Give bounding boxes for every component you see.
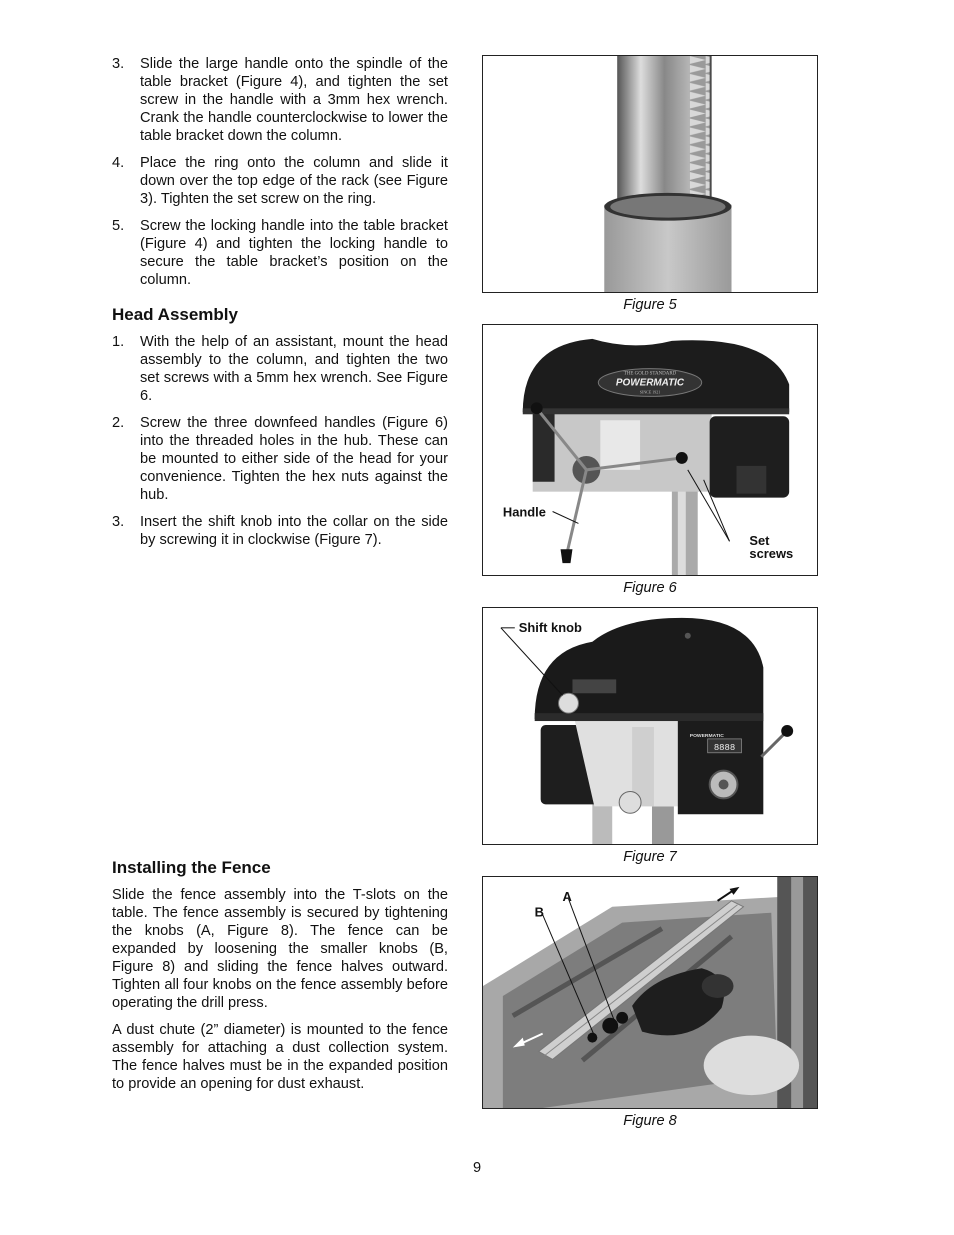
steps-top-list bbox=[112, 55, 448, 289]
step-text: Slide the large handle onto the spindle of the table bracket (Figure 4), and tighten the set screw in the handle with a 3mm hex wrench. Crank the handle counterclockwise to lower the table bracket down the column. bbox=[140, 56, 448, 144]
step-number: 2. bbox=[112, 415, 125, 431]
brand-since: SINCE 1921 bbox=[639, 389, 661, 395]
fence-paragraph-1: Slide the fence assembly into the T-slots on the table. The fence assembly is secured by tightening the knobs (A, Figure 8). The fence can be expanded by loosening the smaller knobs (B, Figure 8) and sliding the fence halves outward. Tighten all four knobs on the fence assembly before operating the drill press. bbox=[112, 887, 448, 1011]
panel-brand: POWERMATIC bbox=[689, 733, 724, 739]
fence-section bbox=[112, 858, 448, 1102]
step-number: 5. bbox=[112, 218, 125, 234]
step-item bbox=[112, 414, 448, 504]
head-assembly-steps bbox=[112, 333, 448, 549]
step-text: Screw the locking handle into the table bracket (Figure 4) and tighten the locking handle to secure the table bracket’s position on the column. bbox=[140, 218, 448, 288]
head-assembly-heading: Head Assembly bbox=[112, 305, 238, 324]
page-number: 9 bbox=[472, 1160, 482, 1176]
label-set: Set bbox=[749, 533, 770, 549]
left-column bbox=[112, 55, 448, 558]
figure-8-caption: Figure 8 bbox=[623, 1113, 677, 1129]
fence-heading: Installing the Fence bbox=[112, 858, 271, 877]
fence-paragraph-2: A dust chute (2” diameter) is mounted to the fence assembly for attaching a dust collection system. The fence halves must be in the expanded position to provide an opening for dust exhaust. bbox=[112, 1022, 448, 1092]
figure-6-image bbox=[482, 324, 818, 576]
step-number: 4. bbox=[112, 155, 125, 171]
label-screws: screws bbox=[749, 546, 794, 562]
label-shift-knob: Shift knob bbox=[518, 619, 582, 635]
figure-5-image bbox=[482, 55, 818, 293]
step-item bbox=[112, 55, 448, 145]
step-text: Insert the shift knob into the collar on the side by screwing it in clockwise (Figure 7). bbox=[140, 514, 448, 548]
brand-tagline: THE GOLD STANDARD bbox=[623, 371, 677, 377]
step-item bbox=[112, 513, 448, 549]
step-item bbox=[112, 333, 448, 405]
figure-7-caption: Figure 7 bbox=[623, 849, 677, 865]
figure-7-image bbox=[482, 607, 818, 845]
step-item bbox=[112, 217, 448, 289]
label-b: B bbox=[534, 904, 545, 920]
brand-logo-text: POWERMATIC bbox=[615, 377, 685, 389]
figure-8-image bbox=[482, 876, 818, 1109]
step-text: With the help of an assistant, mount the head assembly to the column, and tighten the two set screws with a 5mm hex wrench. See Figure 6. bbox=[140, 334, 448, 404]
figure-6-caption: Figure 6 bbox=[623, 580, 677, 596]
figure-5-caption: Figure 5 bbox=[623, 297, 677, 313]
label-handle: Handle bbox=[502, 504, 546, 520]
label-a: A bbox=[562, 888, 572, 904]
digital-readout: 8888 bbox=[713, 742, 736, 753]
step-number: 1. bbox=[112, 334, 125, 350]
step-text: Screw the three downfeed handles (Figure 6) into the threaded holes in the hub. These can be mounted to either side of the head for your convenience. Tighten the hex nuts against the hub. bbox=[140, 415, 448, 503]
step-text: Place the ring onto the column and slide it down over the top edge of the rack (see Figure 3). Tighten the set screw on the ring. bbox=[140, 155, 448, 207]
step-number: 3. bbox=[112, 514, 125, 530]
step-number: 3. bbox=[112, 56, 125, 72]
step-item bbox=[112, 154, 448, 208]
